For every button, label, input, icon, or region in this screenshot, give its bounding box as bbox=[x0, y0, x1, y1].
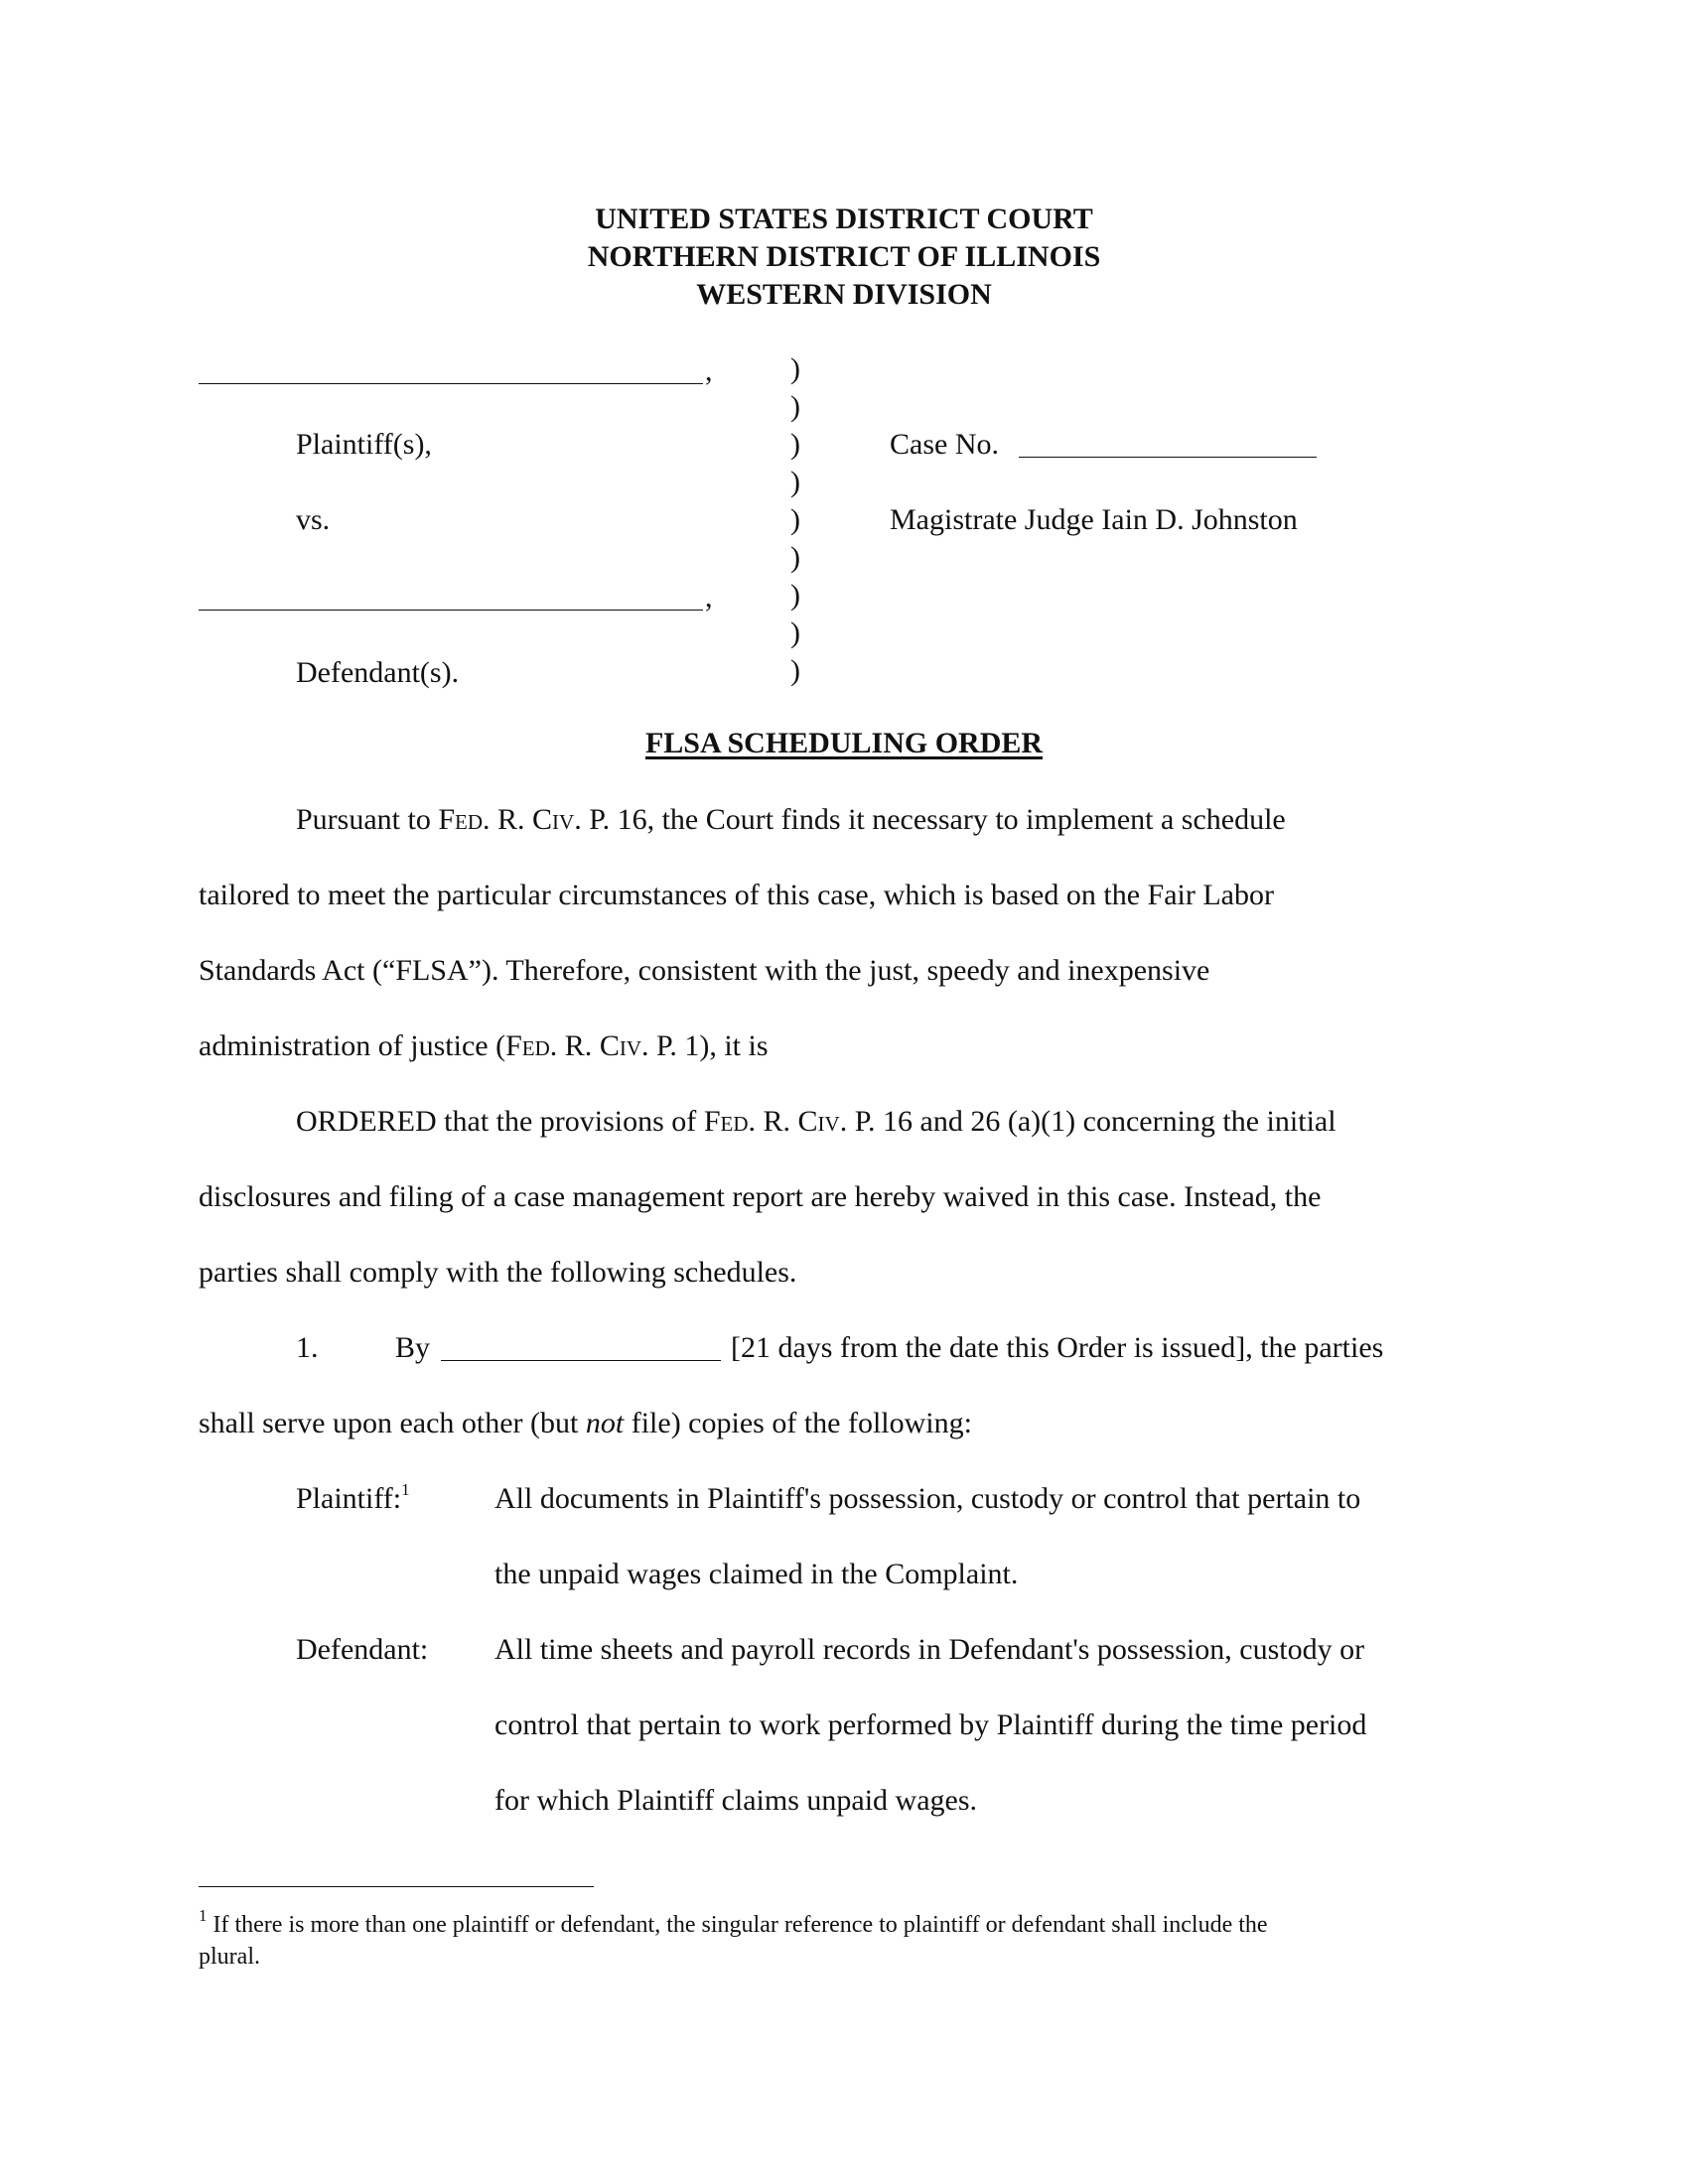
paren: ) bbox=[790, 503, 800, 536]
paren: ) bbox=[790, 579, 800, 612]
case-no-blank bbox=[1019, 457, 1317, 458]
plaintiff-item-line1: All documents in Plaintiff's possession, custody or control that pertain to bbox=[494, 1482, 1361, 1515]
para2-line3: parties shall comply with the following schedules. bbox=[199, 1256, 797, 1289]
division-name: WESTERN DIVISION bbox=[696, 278, 992, 311]
item1-by: By bbox=[395, 1331, 431, 1364]
footnote-line2: plural. bbox=[199, 1944, 260, 1970]
item1-date-blank bbox=[441, 1360, 721, 1361]
defendant-name-blank bbox=[199, 610, 703, 611]
defendant-item-line2: control that pertain to work performed by Plaintiff during the time period bbox=[494, 1708, 1367, 1741]
fed-abbr: Fed bbox=[505, 1029, 550, 1062]
magistrate-judge: Magistrate Judge Iain D. Johnston bbox=[890, 503, 1298, 536]
emphasis-not: not bbox=[585, 1407, 625, 1439]
defendant-item-line1: All time sheets and payroll records in Defendant's possession, custody or bbox=[494, 1633, 1365, 1666]
text: . R. bbox=[748, 1105, 798, 1138]
defendant-comma: , bbox=[705, 581, 713, 614]
para2-line1 bbox=[296, 1104, 1336, 1140]
para1-line1 bbox=[296, 802, 1286, 838]
defendant-label: Defendant(s). bbox=[296, 656, 460, 689]
paren: ) bbox=[790, 352, 800, 385]
defendant-item-line3: for which Plaintiff claims unpaid wages. bbox=[494, 1784, 978, 1817]
text: administration of justice ( bbox=[199, 1029, 506, 1062]
para1-line2: tailored to meet the particular circumstances of this case, which is based on the Fair Labor bbox=[199, 879, 1274, 911]
plaintiff-label: Plaintiff(s), bbox=[296, 428, 432, 461]
text: . R. bbox=[483, 803, 533, 836]
plaintiff-comma: , bbox=[705, 354, 713, 387]
civ-abbr: Civ bbox=[532, 803, 575, 836]
text: . P. 16 and 26 (a)(1) concerning the initial bbox=[839, 1105, 1336, 1138]
para1-line4 bbox=[199, 1028, 769, 1064]
text: . R. bbox=[549, 1029, 600, 1062]
fed-abbr: Fed bbox=[703, 1105, 749, 1138]
text: . P. 1), it is bbox=[640, 1029, 769, 1062]
paren: ) bbox=[790, 616, 800, 649]
footnote-marker: 1 bbox=[199, 1906, 208, 1925]
order-title: FLSA SCHEDULING ORDER bbox=[644, 727, 1044, 759]
plaintiff-name-blank bbox=[199, 383, 703, 384]
civ-abbr: Civ bbox=[797, 1105, 840, 1138]
text: ORDERED that the provisions of bbox=[296, 1105, 704, 1138]
plaintiff-item-label bbox=[296, 1481, 410, 1517]
civ-abbr: Civ bbox=[599, 1029, 641, 1062]
text: Plaintiff: bbox=[296, 1482, 402, 1515]
text: Pursuant to bbox=[296, 803, 439, 836]
footnote-ref: 1 bbox=[401, 1480, 410, 1499]
plaintiff-item-line2: the unpaid wages claimed in the Complaint. bbox=[494, 1558, 1019, 1590]
case-no-label: Case No. bbox=[890, 428, 999, 461]
paren: ) bbox=[790, 654, 800, 687]
para2-line2: disclosures and filing of a case management report are hereby waived in this case. Instead, the bbox=[199, 1180, 1322, 1213]
para1-line3: Standards Act (“FLSA”). Therefore, consistent with the just, speedy and inexpensive bbox=[199, 954, 1210, 987]
item1-line2 bbox=[199, 1406, 972, 1441]
paren: ) bbox=[790, 428, 800, 461]
fed-abbr: Fed bbox=[438, 803, 484, 836]
paren: ) bbox=[790, 390, 800, 423]
text: . P. 16, the Court finds it necessary to implement a schedule bbox=[574, 803, 1286, 836]
item1-rest: [21 days from the date this Order is issued], the parties bbox=[731, 1331, 1384, 1364]
paren: ) bbox=[790, 466, 800, 498]
footnote-separator bbox=[199, 1886, 594, 1887]
district-name: NORTHERN DISTRICT OF ILLINOIS bbox=[587, 240, 1101, 273]
vs-label: vs. bbox=[296, 503, 331, 536]
defendant-item-label: Defendant: bbox=[296, 1633, 429, 1666]
text: If there is more than one plaintiff or defendant, the singular reference to plaintiff or defendant shall include the bbox=[207, 1912, 1268, 1938]
item1-number: 1. bbox=[296, 1331, 319, 1364]
text: file) copies of the following: bbox=[624, 1407, 972, 1439]
footnote-line1 bbox=[199, 1906, 1268, 1940]
text: shall serve upon each other (but bbox=[199, 1407, 586, 1439]
court-name: UNITED STATES DISTRICT COURT bbox=[595, 203, 1093, 235]
paren: ) bbox=[790, 541, 800, 574]
